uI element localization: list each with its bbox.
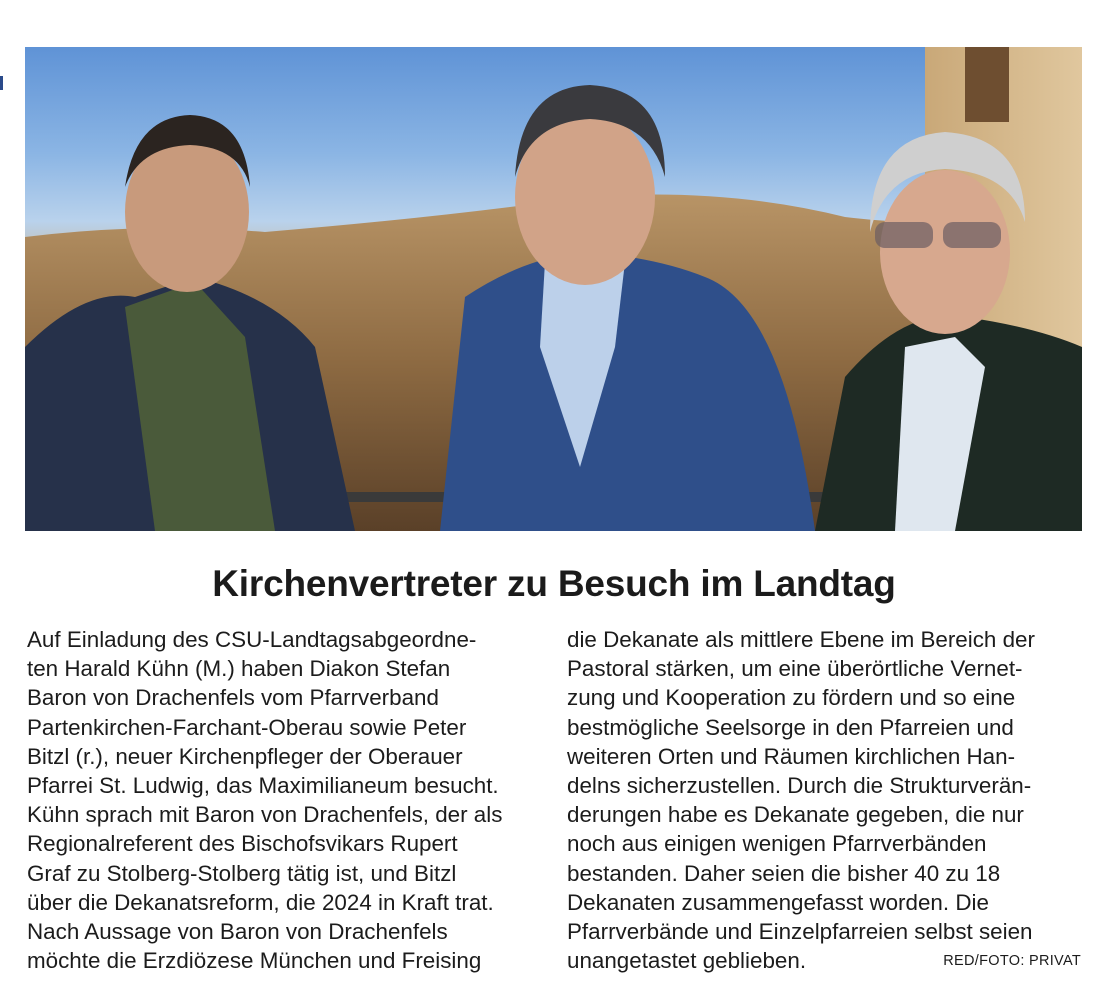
text-line: die Dekanate als mittlere Ebene im Bereich der: [567, 627, 1035, 652]
text-line: über die Dekanatsreform, die 2024 in Kraft trat.: [27, 889, 494, 915]
text-line: Auf Einladung des CSU-Landtagsabgeordne-: [27, 627, 477, 652]
text-line: Partenkirchen-Farchant-Oberau sowie Peter: [27, 714, 467, 740]
article-text-left-column: [27, 625, 552, 975]
text-line: Nach Aussage von Baron von Drachenfels: [27, 919, 448, 945]
text-line: weiteren Orten und Räumen kirchlichen Han-: [567, 743, 1016, 769]
text-line: derungen habe es Dekanate gegeben, die nur: [567, 802, 1024, 828]
text-line: möchte die Erzdiözese München und Freising: [27, 948, 482, 974]
text-line: Regionalreferent des Bischofsvikars Rupert: [27, 831, 458, 857]
text-line: delns sicherzustellen. Durch die Strukturverän-: [567, 773, 1032, 799]
text-line: bestmögliche Seelsorge in den Pfarreien und: [567, 714, 1014, 740]
photo-illustration: [25, 47, 1082, 531]
text-line: unangetastet geblieben.: [567, 948, 807, 974]
text-line: Pastoral stärken, um eine überörtliche Vernet-: [567, 656, 1023, 682]
article-text-right-column: [567, 625, 1082, 975]
text-line: Pfarrei St. Ludwig, das Maximilianeum besucht.: [27, 773, 499, 799]
text-line: ten Harald Kühn (M.) haben Diakon Stefan: [27, 656, 451, 682]
text-line: Dekanaten zusammengefasst worden. Die: [567, 889, 989, 915]
text-line: noch aus einigen wenigen Pfarrverbänden: [567, 831, 987, 857]
text-line: zung und Kooperation zu fördern und so eine: [567, 685, 1016, 711]
text-line: Baron von Drachenfels vom Pfarrverband: [27, 685, 439, 711]
text-line: Graf zu Stolberg-Stolberg tätig ist, und Bitzl: [27, 860, 457, 886]
text-line: Bitzl (r.), neuer Kirchenpfleger der Oberauer: [27, 743, 463, 769]
page-edge-marker: [0, 76, 3, 90]
article-headline: Kirchenvertreter zu Besuch im Landtag: [212, 563, 896, 604]
photo-credit: RED/FOTO: PRIVAT: [943, 953, 1081, 969]
text-line: Kühn sprach mit Baron von Drachenfels, der als: [27, 802, 503, 828]
text-line: bestanden. Daher seien die bisher 40 zu 18: [567, 860, 1001, 886]
article-photo: [25, 47, 1082, 531]
text-line: Pfarrverbände und Einzelpfarreien selbst seien: [567, 919, 1033, 945]
